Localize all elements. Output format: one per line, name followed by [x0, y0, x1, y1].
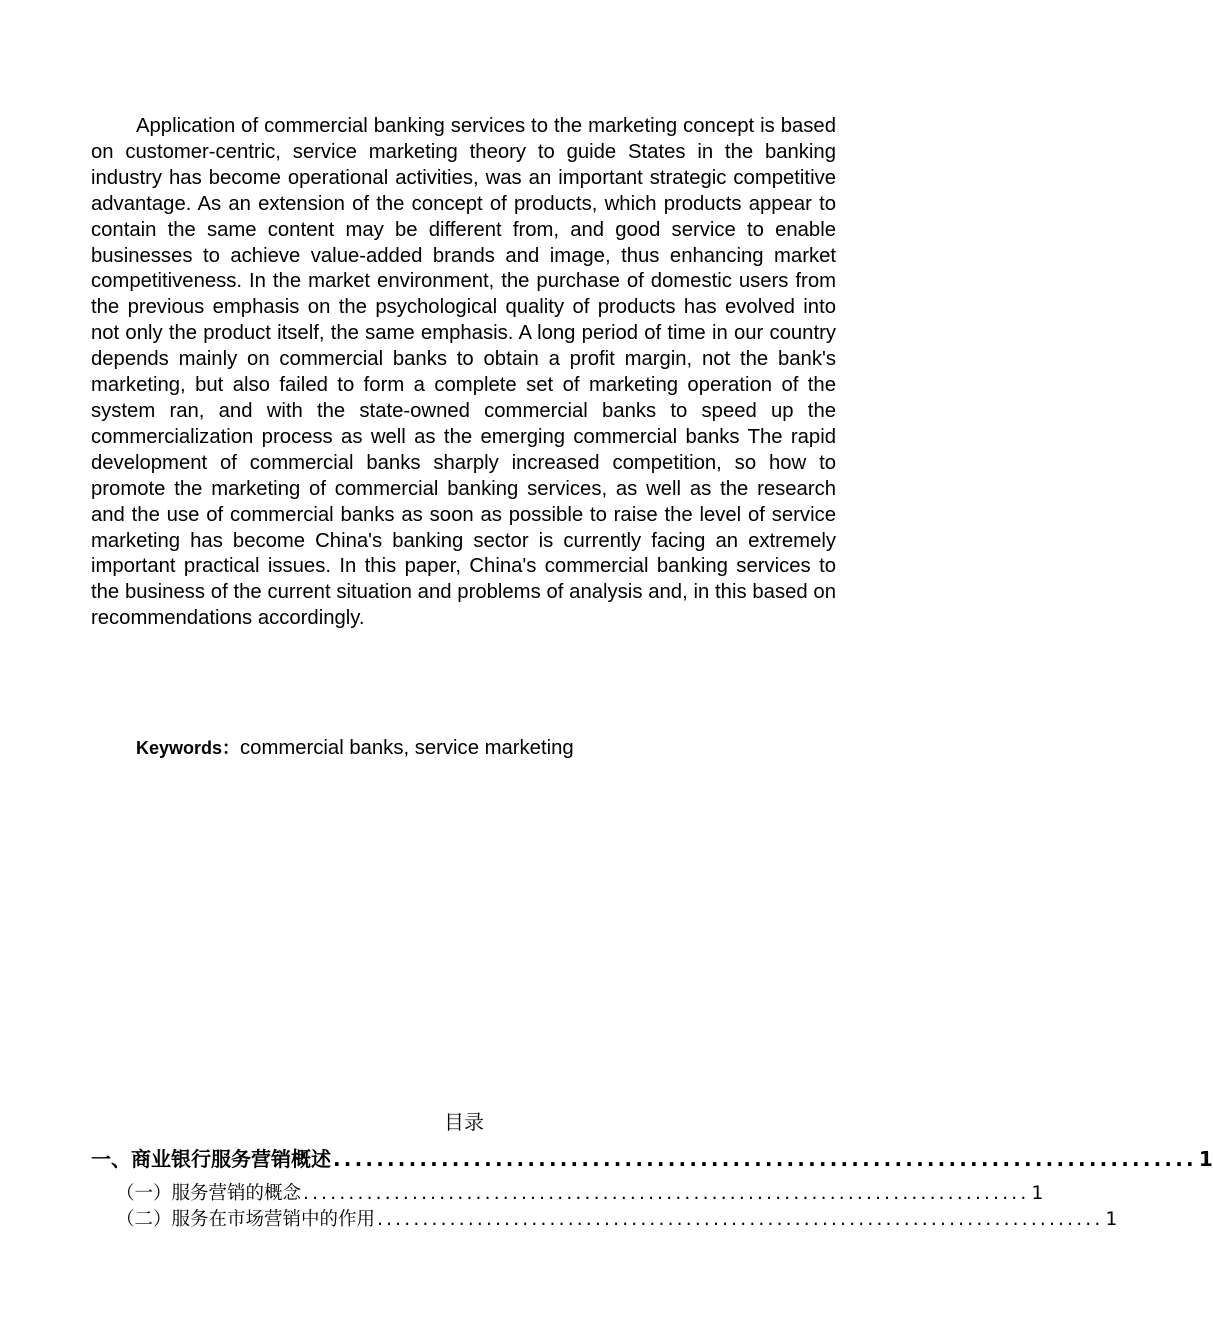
toc-entry-section-1-2[interactable]	[116, 1207, 1118, 1233]
toc-leader-dots: ................................................................................	[303, 1183, 1030, 1204]
toc-page-number: 1	[1105, 1209, 1118, 1230]
keywords-value: commercial banks, service marketing	[240, 737, 574, 759]
keywords-line	[136, 734, 574, 762]
keywords-colon: ：	[222, 738, 241, 758]
toc-leader-dots: ................................................................................	[377, 1209, 1104, 1230]
toc-entry-section-1-1[interactable]	[116, 1181, 1044, 1207]
toc-entry-text: （一）服务营销的概念	[116, 1183, 302, 1204]
toc-leader-dots: ................................................................................	[333, 1147, 1197, 1171]
toc-page-number: 1	[1031, 1183, 1044, 1204]
toc-page-number: 1	[1198, 1147, 1213, 1171]
toc-entry-chapter-1[interactable]	[91, 1145, 1213, 1173]
toc-entry-text: 一、商业银行服务营销概述	[91, 1147, 331, 1171]
keywords-label: Keywords	[136, 738, 223, 758]
toc-entry-text: （二）服务在市场营销中的作用	[116, 1209, 376, 1230]
abstract-paragraph: Application of commercial banking services to the marketing concept is based on customer-centric, service marketing theory to guide States in the banking industry has become operational activities, was an important strategic competitive advantage. As an extension of the concept of products, which products appear to contain the same content may be different from, and good service to enable businesses to achieve value-added brands and image, thus enhancing market competitiveness. In the market environment, the purchase of domestic users from the previous emphasis on the psychological quality of products has evolved into not only the product itself, the same emphasis. A long period of time in our country depends mainly on commercial banks to obtain a profit margin, not the bank's marketing, but also failed to form a complete set of marketing operation of the system ran, and with the state-owned commercial banks to speed up the commercialization process as well as the emerging commercial banks The rapid development of commercial banks sharply increased competition, so how to promote the marketing of commercial banking services, as well as the research and the use of commercial banks as soon as possible to raise the level of service marketing has become China's banking sector is currently facing an extremely important practical issues. In this paper, China's commercial banking services to the business of the current situation and problems of analysis and, in this based on recommendations accordingly.	[91, 115, 836, 630]
toc-title: 目录	[444, 1110, 484, 1134]
